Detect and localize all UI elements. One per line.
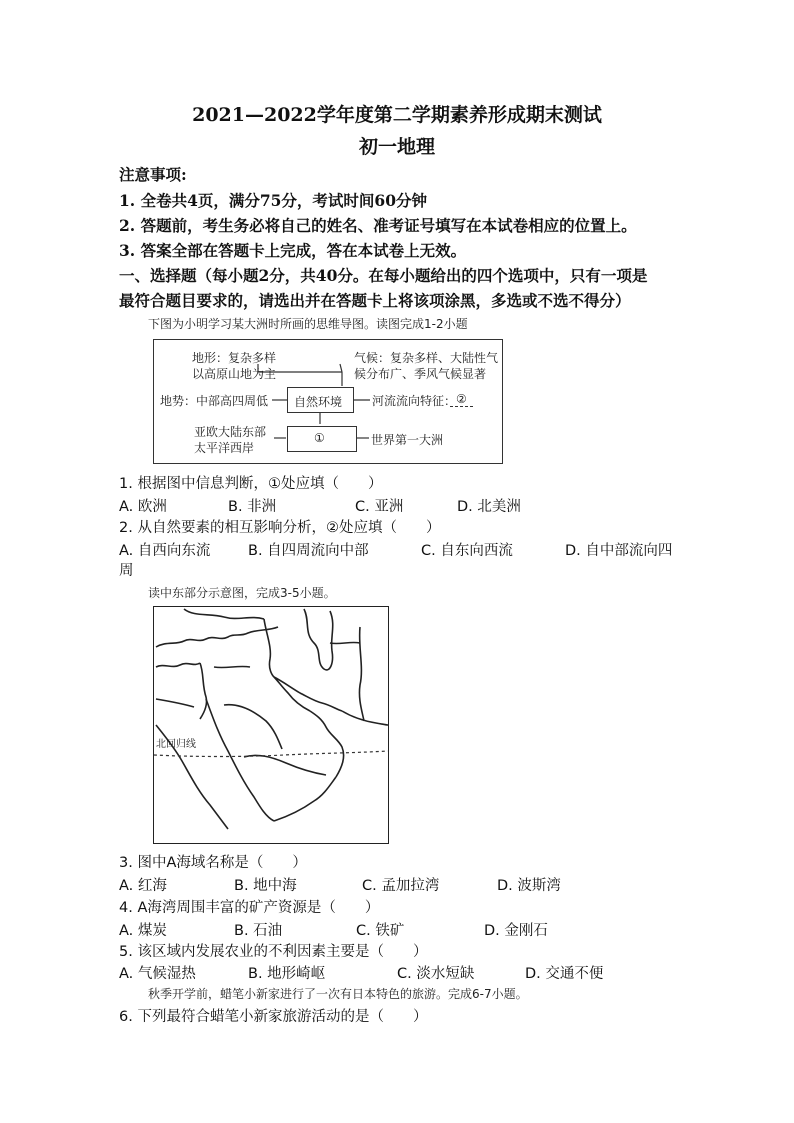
question-6-stem: 6. 下列最符合蜡笔小新家旅游活动的是（ ）	[119, 1009, 428, 1025]
tropic-of-cancer-label: 北回归线	[156, 739, 196, 750]
question-1-option-a[interactable]: A. 欧洲	[119, 499, 167, 515]
question-4-option-c[interactable]: C. 铁矿	[356, 923, 405, 939]
question-3-option-c[interactable]: C. 孟加拉湾	[362, 878, 440, 894]
question-2-option-c[interactable]: C. 自东向西流	[421, 543, 513, 559]
question-2-option-b[interactable]: B. 自四周流向中部	[248, 543, 369, 559]
notice-item-3: 3. 答案全部在答题卡上完成，答在本试卷上无效。	[119, 241, 467, 260]
section-heading-line-1: 一、选择题（每小题2分，共40分。在每小题给出的四个选项中，只有一项是	[119, 266, 648, 285]
question-2-option-d[interactable]: D. 自中部流向四	[565, 543, 673, 559]
exam-title: 2021—2022学年度第二学期素养形成期末测试	[192, 104, 602, 126]
question-3-option-a[interactable]: A. 红海	[119, 878, 167, 894]
mindmap-terrain-line-2: 以高原山地为主	[192, 367, 277, 381]
notice-item-2: 2. 答题前，考生务必将自己的姓名、准考证号填写在本试卷相应的位置上。	[119, 216, 637, 235]
question-1-option-b[interactable]: B. 非洲	[228, 499, 277, 515]
question-5-option-b[interactable]: B. 地形崎岖	[248, 966, 326, 982]
mindmap-blank-2: ②	[450, 392, 473, 407]
mindmap-location-line-1: 亚欧大陆东部	[194, 425, 267, 439]
mindmap-intro: 下图为小明学习某大洲时所画的思维导图。读图完成1-2小题	[148, 317, 468, 331]
mindmap-relief: 地势：中部高四周低	[160, 394, 269, 408]
question-5-option-a[interactable]: A. 气候湿热	[119, 966, 196, 982]
map-intro: 读中东部分示意图，完成3-5小题。	[148, 586, 336, 600]
notice-item-1: 1. 全卷共4页，满分75分，考试时间60分钟	[119, 191, 428, 210]
middle-east-map	[153, 606, 389, 844]
question-1-option-c[interactable]: C. 亚洲	[355, 499, 404, 515]
question-5-option-c[interactable]: C. 淡水短缺	[397, 966, 475, 982]
question-4-option-a[interactable]: A. 煤炭	[119, 923, 167, 939]
q6-intro: 秋季开学前，蜡笔小新家进行了一次有日本特色的旅游。完成6-7小题。	[148, 987, 528, 1001]
question-2-stem: 2. 从自然要素的相互影响分析，②处应填（ ）	[119, 520, 441, 536]
question-4-stem: 4. A海湾周围丰富的矿产资源是（ ）	[119, 900, 380, 916]
mindmap-largest: 世界第一大洲	[371, 433, 444, 447]
question-1-option-d[interactable]: D. 北美洲	[457, 499, 521, 515]
mindmap-river: 河流流向特征：	[372, 394, 457, 408]
question-5-option-d[interactable]: D. 交通不便	[525, 966, 604, 982]
exam-subtitle: 初一地理	[358, 136, 435, 158]
mindmap-blank-1: ①	[314, 431, 325, 445]
mindmap-diagram	[153, 339, 503, 464]
mindmap-climate-line-1: 气候：复杂多样、大陆性气	[354, 351, 499, 365]
mindmap-terrain-line-1: 地形：复杂多样	[192, 351, 277, 365]
section-heading-line-2: 最符合题目要求的，请选出并在答题卡上将该项涂黑，多选或不选不得分）	[119, 291, 631, 310]
mindmap-center-label: 自然环境	[294, 395, 343, 409]
question-3-stem: 3. 图中A海域名称是（ ）	[119, 855, 307, 871]
question-1-stem: 1. 根据图中信息判断，①处应填（ ）	[119, 476, 383, 492]
question-2-option-d-wrap: 周	[119, 563, 134, 579]
map-drawing	[154, 607, 388, 843]
question-4-option-d[interactable]: D. 金刚石	[484, 923, 548, 939]
question-5-stem: 5. 该区域内发展农业的不利因素主要是（ ）	[119, 944, 428, 960]
mindmap-climate-line-2: 候分布广、季风气候显著	[354, 367, 487, 381]
question-3-option-d[interactable]: D. 波斯湾	[497, 878, 561, 894]
question-4-option-b[interactable]: B. 石油	[234, 923, 283, 939]
mindmap-location-line-2: 太平洋西岸	[194, 441, 255, 455]
notice-heading: 注意事项:	[119, 165, 187, 184]
question-2-option-a[interactable]: A. 自西向东流	[119, 543, 211, 559]
question-3-option-b[interactable]: B. 地中海	[234, 878, 297, 894]
